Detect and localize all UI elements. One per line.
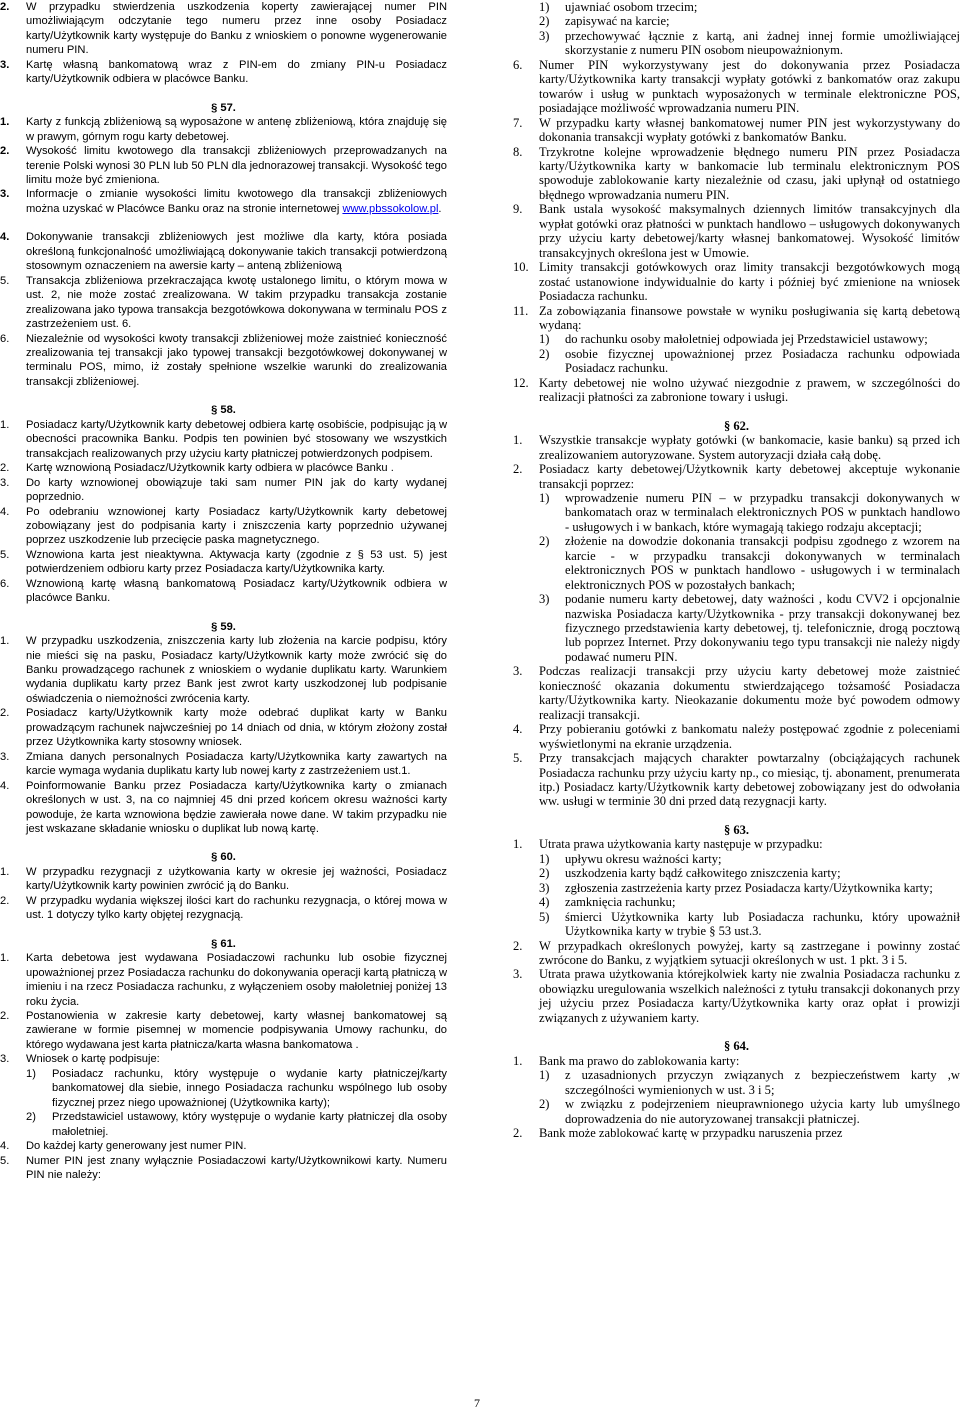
section-heading: § 63.	[723, 822, 750, 837]
item-number: 2.	[0, 145, 10, 158]
item-text-content: złożenie na dowodzie dokonania transakcji podpisu zgodnego z wzorem na karcie - w przypadku transakcji dokonywanych w terminalach elektronicznych POS w punktach handlowo - usługowych i w terminalach elektronicznych POS w pozostałych bankach;	[565, 534, 960, 592]
spacer	[513, 405, 960, 419]
item-text-content: uszkodzenia karty bądź całkowitego zniszczenia karty;	[565, 866, 841, 881]
numbered-item	[0, 865, 447, 894]
website-link[interactable]: www.pbssokolow.pl	[342, 202, 439, 215]
numbered-item	[0, 779, 447, 837]
item-text-content: wprowadzenie numeru PIN – w przypadku transakcji dokonywanych w bankomatach oraz w terminalach elektronicznych POS w punktach handlowo - usługowych i w bankach, które wymagają takiego rodzaju akceptacji;	[565, 490, 960, 534]
item-number: 4)	[539, 895, 550, 910]
numbered-item	[513, 837, 960, 851]
item-text-content: W przypadku rezygnacji z użytkowania karty w okresie jej ważności, Posiadacz karty/Użytkownik karty powinien zwrócić ją do Banku.	[26, 865, 447, 893]
item-text	[26, 894, 447, 923]
item-number: 4.	[513, 722, 523, 737]
item-text-content: Limity transakcji gotówkowych oraz limity transakcji bezgotówkowych mogą zostać ustanowione indywidualnie do karty i później być zmienione na wniosek Posiadacza rachunku.	[539, 260, 960, 304]
item-number: 6.	[513, 57, 523, 72]
item-text	[539, 1126, 960, 1140]
item-number: 3.	[0, 188, 10, 201]
item-text	[565, 592, 960, 664]
section-heading: § 60.	[211, 851, 236, 864]
item-text-content: Transakcja zbliżeniowa przekraczająca kwotę ustalonego limitu, o którym mowa w ust. 2, nie może zostać zrealizowana. W takim przypadku transakcja zostanie zrealizowana jako typowa transakcja bezgotówkowa dokonywana w terminalu POS z zastrzeżeniem ust. 6.	[26, 274, 447, 331]
numbered-item	[513, 1054, 960, 1068]
numbered-item	[0, 505, 447, 548]
item-number: 3)	[539, 880, 550, 895]
item-number: 4.	[0, 1140, 10, 1153]
item-text-content: Utrata prawa użytkowania którejkolwiek karty nie zwalnia Posiadacza rachunku z obowiązku uregulowania wszelkich należności z tytułu transakcji dokonanych przy jej użyciu przez Posiadacza karty/Użytkownika karty oraz opłat i prowizji związanych z używaniem karty.	[539, 967, 960, 1025]
item-text-content: ujawniać osobom trzecim;	[565, 0, 698, 14]
item-number: 12.	[513, 375, 529, 390]
item-number: 1.	[513, 837, 523, 852]
item-text-content: zapisywać na karcie;	[565, 14, 670, 29]
item-text	[539, 664, 960, 722]
sub-item	[539, 910, 960, 939]
item-number: 9.	[513, 202, 523, 217]
spacer	[513, 809, 960, 823]
numbered-item	[0, 461, 447, 475]
numbered-item	[0, 144, 447, 187]
numbered-item	[0, 230, 447, 273]
item-text	[539, 967, 960, 1025]
item-text-content: Za zobowiązania finansowe powstałe w wyniku posługiwania się kartą debetową wydaną:	[539, 303, 960, 332]
item-text-content: Podczas realizacji transakcji przy użyciu karty debetowej może zaistnieć konieczność okazania dokumentu stwierdzającego tożsamość Posiadacza karty/Użytkownika karty. Nieokazanie dokumentu może być powodem odmowy realizacji transakcji.	[539, 664, 960, 722]
item-number: 3)	[539, 28, 550, 43]
section-heading: § 64.	[723, 1039, 750, 1054]
sub-item	[539, 29, 960, 58]
numbered-item	[0, 0, 447, 58]
item-text-content: zgłoszenia zastrzeżenia karty przez Posiadacza karty/Użytkownika karty;	[565, 880, 933, 895]
item-number: 5.	[0, 1154, 10, 1167]
item-text	[26, 418, 447, 461]
left-column	[0, 0, 447, 1182]
item-text-content: Numer PIN wykorzystywany jest do dokonywania przez Posiadacza karty/Użytkownika karty transakcji wypłaty gotówki z bankomatów oraz zakupu towarów i usług w punktach wyposażonych w terminale elektroniczne POS, posiadające możliwość wprowadzania numeru PIN.	[539, 57, 960, 116]
spacer	[0, 216, 447, 230]
item-number: 6.	[0, 577, 10, 590]
item-text	[565, 881, 960, 895]
section-heading: § 62.	[723, 418, 750, 433]
numbered-item	[513, 202, 960, 260]
item-text	[539, 939, 960, 968]
item-number: 2)	[539, 1097, 550, 1112]
item-text	[26, 750, 447, 779]
numbered-item	[0, 115, 447, 144]
item-number: 8.	[513, 144, 523, 159]
item-text	[26, 951, 447, 1009]
item-text	[26, 1052, 447, 1066]
item-text-content: Do karty wznowionej obowiązuje taki sam numer PIN jak do karty wydanej poprzednio.	[26, 476, 447, 504]
item-text-content: Posiadacz karty/Użytkownik karty debetowej odbiera kartę osobiście, podpisując ją w obecności pracownika Banku. Podpis ten powinien być stosowany we wszystkich transakcjach realizowanych przy użyciu karty płatniczej potwierdzonych podpisem.	[26, 418, 447, 460]
item-number: 2)	[539, 14, 550, 29]
spacer	[0, 923, 447, 937]
item-number: 2)	[539, 346, 550, 361]
item-text-content: Bank ustala wysokość maksymalnych dziennych limitów transakcyjnych dla wypłat gotówki oraz płatności w punktach handlowo – usługowych dokonywanych przy użyciu karty debetowej/karty własnej bankomatowej. Wysokość limitów transakcyjnych określona jest w Umowie.	[539, 202, 960, 260]
item-text	[26, 187, 447, 216]
item-number: 3)	[539, 592, 550, 607]
numbered-item	[0, 1009, 447, 1052]
item-number: 2)	[539, 866, 550, 881]
item-number: 3.	[0, 750, 10, 763]
item-number: 1)	[539, 1068, 550, 1083]
item-text-content: Niezależnie od wysokości kwoty transakcji zbliżeniowej może zaistnieć konieczność zrealizowania tej transakcji jako typowej transakcji bezgotówkowej dokonywanej w terminalu POS, mimo, iż zostały spełnione wszelkie warunki do zrealizowania transakcji zbliżeniowej.	[26, 332, 447, 388]
item-text	[539, 260, 960, 303]
item-text	[26, 115, 447, 144]
numbered-item	[513, 462, 960, 491]
link-suffix: .	[438, 202, 442, 215]
item-number: 5)	[539, 909, 550, 924]
item-number: 11.	[513, 303, 529, 318]
sub-item	[539, 881, 960, 895]
item-number: 6.	[0, 332, 10, 345]
item-text	[26, 230, 447, 273]
item-text-content: W przypadku uszkodzenia, zniszczenia karty lub złożenia na karcie podpisu, który nie mieści się na pasku, Posiadacz karty/Użytkownik karty może zwrócić się do Banku prowadzącego rachunek z wnioskiem o wydanie duplikatu karty. Warunkiem wydania duplikatu karty przez Bank jest zwrot karty uszkodzonej lub podpisanie oświadczenia o niemożności zwrócenia karty.	[26, 635, 447, 705]
item-number: 1.	[0, 116, 10, 129]
numbered-item	[0, 1052, 447, 1066]
sub-item	[26, 1110, 447, 1139]
item-text-content: do rachunku osoby małoletniej odpowiada jej Przedstawiciel ustawowy;	[565, 332, 928, 347]
numbered-item	[513, 376, 960, 405]
item-number: 2.	[513, 462, 523, 477]
item-number: 10.	[513, 260, 529, 275]
item-number: 2)	[539, 534, 550, 549]
item-number: 1.	[0, 865, 10, 878]
item-text	[52, 1110, 447, 1139]
item-number: 5.	[0, 548, 10, 561]
item-text	[539, 837, 960, 851]
item-text	[26, 144, 447, 187]
numbered-item	[0, 1154, 447, 1183]
numbered-item	[0, 634, 447, 706]
item-text	[565, 1097, 960, 1126]
item-text	[539, 462, 960, 491]
item-text	[26, 505, 447, 548]
item-number: 1.	[513, 433, 523, 448]
item-text-content: W przypadku stwierdzenia uszkodzenia koperty zawierającej numer PIN umożliwiającym odczytanie tego numeru przez inne osoby Posiadacz karty/Użytkownik karty występuje do Banku z wnioskiem o ponowne wygenerowanie numeru PIN.	[26, 1, 447, 57]
item-text-content: zamknięcia rachunku;	[565, 895, 676, 910]
item-number: 3.	[513, 967, 523, 982]
item-text-content: Wszystkie transakcje wypłaty gotówki (w bankomacie, kasie banku) są przed ich zrealizowaniem autoryzowane. System autoryzacji działa całą dobę.	[539, 433, 960, 462]
numbered-item	[513, 722, 960, 751]
item-text-content: śmierci Użytkownika karty lub Posiadacza rachunku, który upoważnił Użytkownika karty w trybie § 53 ust.3.	[565, 909, 960, 939]
numbered-item	[0, 706, 447, 749]
item-number: 1.	[0, 635, 10, 648]
sub-item	[539, 347, 960, 376]
sub-item	[539, 332, 960, 346]
item-text	[539, 1054, 960, 1068]
item-text	[565, 491, 960, 534]
item-number: 1)	[26, 1067, 36, 1080]
item-number: 5.	[513, 751, 523, 766]
item-text	[539, 58, 960, 116]
item-number: 7.	[513, 115, 523, 130]
item-text	[26, 548, 447, 577]
item-text	[539, 433, 960, 462]
section-heading: § 58.	[211, 404, 236, 417]
item-text-content: Do każdej karty generowany jest numer PIN.	[26, 1140, 247, 1153]
item-number: 2.	[0, 894, 10, 907]
right-column	[513, 0, 960, 1140]
item-text	[539, 304, 960, 333]
sub-item	[539, 0, 960, 14]
item-number: 4.	[0, 231, 10, 244]
item-number: 5.	[0, 274, 10, 287]
item-text-content: Dokonywanie transakcji zbliżeniowych jest możliwe dla karty, która posiada określoną funkcjonalność umożliwiającą dokonywanie takich transakcji potwierdzoną stosownym oznaczeniem na awersie karty – anteną zbliżeniową	[26, 231, 447, 273]
section-heading: § 57.	[211, 101, 236, 114]
item-text	[26, 274, 447, 332]
numbered-item	[0, 577, 447, 606]
item-text-content: Numer PIN jest znany wyłącznie Posiadaczowi karty/Użytkownikowi karty. Numeru PIN nie należy:	[26, 1154, 447, 1181]
item-text-content: Kartę własną bankomatową wraz z PIN-em do zmiany PIN-u Posiadacz karty/Użytkownik odbiera w placówce Banku.	[26, 58, 447, 86]
item-text-content: Posiadacz karty debetowej/Użytkownik karty debetowej akceptuje wykonanie transakcji poprzez:	[539, 462, 960, 491]
item-text	[26, 779, 447, 837]
item-number: 1)	[539, 490, 550, 505]
numbered-item	[0, 187, 447, 216]
numbered-item	[0, 274, 447, 332]
numbered-item	[513, 664, 960, 722]
item-text	[539, 116, 960, 145]
sub-item	[539, 592, 960, 664]
sub-item	[539, 852, 960, 866]
item-text-content: W przypadku wydania większej ilości kart do rachunku rezygnacja, o której mowa w ust. 1 dotyczy tylko karty objętej rezygnacją.	[26, 894, 447, 922]
sub-item	[539, 14, 960, 28]
numbered-item	[0, 548, 447, 577]
item-text-content: Zmiana danych personalnych Posiadacza karty/Użytkownika karty zawartych na karcie wymaga wydania duplikatu karty lub nowej karty z zastrzeżeniem ust.1.	[26, 750, 447, 778]
item-number: 1)	[539, 851, 550, 866]
item-text	[565, 534, 960, 592]
item-text	[26, 577, 447, 606]
item-text-content: Trzykrotne kolejne wprowadzenie błędnego numeru PIN przez Posiadacza karty/Użytkownika karty w bankomacie lub terminalu elektronicznym POS spowoduje zablokowanie karty niezależnie od czasu, jaki upłynął od ostatniego błędnego wprowadzania numeru PIN.	[539, 144, 960, 202]
numbered-item	[0, 951, 447, 1009]
item-text-content: przechowywać łącznie z kartą, ani żadnej innej formie umożliwiającej skorzystanie z numeru PIN osobom nieupoważnionym.	[565, 28, 960, 58]
item-number: 3.	[0, 476, 10, 489]
item-text-content: W przypadkach określonych powyżej, karty są zastrzegane i powinny zostać zwrócone do Banku, z wyjątkiem sytuacji określonych w ust. 1 pkt. 3 i 5.	[539, 938, 960, 967]
item-text	[565, 347, 960, 376]
item-text-content: Kartę wznowioną Posiadacz/Użytkownik karty odbiera w placówce Banku .	[26, 462, 394, 475]
numbered-item	[0, 58, 447, 87]
numbered-item	[0, 750, 447, 779]
page-number: 7	[474, 1396, 480, 1410]
item-text	[26, 332, 447, 390]
item-number: 2.	[0, 1010, 10, 1022]
numbered-item	[0, 332, 447, 390]
item-number: 2)	[26, 1111, 36, 1124]
numbered-item	[513, 304, 960, 333]
item-text-content: W przypadku karty własnej bankomatowej numer PIN jest wykorzystywany do dokonania transakcji wypłaty gotówki z bankomatów Banku.	[539, 115, 960, 145]
numbered-item	[0, 476, 447, 505]
item-text	[565, 332, 960, 346]
item-text-content: Bank może zablokować kartę w przypadku naruszenia przez	[539, 1125, 843, 1140]
item-text	[565, 895, 960, 909]
item-text	[565, 0, 960, 14]
item-text	[565, 866, 960, 880]
spacer	[0, 87, 447, 101]
numbered-item	[513, 260, 960, 303]
item-text	[565, 1068, 960, 1097]
item-text-content: osobie fizycznej upoważnionej przez Posiadacza rachunku odpowiada Posiadacz rachunku.	[565, 346, 960, 376]
item-text-content: Utrata prawa użytkowania karty następuje w przypadku:	[539, 837, 823, 852]
item-text-content: w związku z podejrzeniem nieuprawnionego użycia karty lub umyślnego doprowadzenia do nie autoryzowanej transakcji płatniczej.	[565, 1097, 960, 1126]
section-heading: § 59.	[211, 620, 236, 633]
item-text	[565, 29, 960, 58]
item-text	[52, 1067, 447, 1110]
spacer	[513, 1025, 960, 1039]
item-text-content: upływu okresu ważności karty;	[565, 851, 722, 866]
item-text	[26, 706, 447, 749]
item-text-content: z uzasadnionych przyczyn związanych z bezpieczeństwem karty ,w szczególności wymienionych w ust. 3 i 5;	[565, 1068, 960, 1097]
sub-item	[539, 491, 960, 534]
item-text-content: Przy transakcjach mających charakter powtarzalny (obciążających rachunek Posiadacza rachunku przy użyciu karty np., co miesiąc, tj. abonament, prenumerata itp.) Posiadacz karty/Użytkownik karty debetowej zobowiązany jest do odwołania ww. usługi w terminie 30 dni przed datą rezygnacji karty.	[539, 751, 960, 809]
item-text-content: Posiadacz rachunku, który występuje o wydanie karty płatniczej/karty bankomatowej dla siebie, innego Posiadacza rachunku wspólnego lub osoby fizycznej przez niego upoważnionej (Użytkownika karty);	[52, 1067, 447, 1109]
item-text-content: Przedstawiciel ustawowy, który występuje o wydanie karty płatniczej dla osoby małoletniej.	[52, 1111, 447, 1138]
item-text	[26, 461, 447, 475]
item-text-content: Karty debetowej nie wolno używać niezgodnie z prawem, w szczególności do realizacji płatności za zabronione towary i usługi.	[539, 375, 960, 405]
item-text	[26, 1154, 447, 1183]
item-text	[26, 0, 447, 58]
item-text-content: Przy pobieraniu gotówki z bankomatu należy postępować zgodnie z poleceniami wyświetlonymi na ekranie urządzenia.	[539, 722, 960, 751]
item-number: 2.	[0, 1, 10, 13]
item-text-content: Wniosek o kartę podpisuje:	[26, 1053, 160, 1066]
item-number: 1)	[539, 332, 550, 347]
item-text-content: Wysokość limitu kwotowego dla transakcji zbliżeniowych przeprowadzanych na terenie Polski wynosi 30 PLN lub 50 PLN dla jednorazowej transakcji. Wysokość tego limitu może być zmieniona.	[26, 145, 447, 186]
numbered-item	[513, 58, 960, 116]
item-text-content: Karta debetowa jest wydawana Posiadaczowi rachunku lub osobie fizycznej upoważnionej przez Posiadacza rachunku do dokonywania operacji kartą płatniczą w imieniu i na rzecz Posiadacza rachunku, z wyłączeniem osoby małoletniej poniżej 13 roku życia.	[26, 952, 447, 1008]
item-text	[565, 852, 960, 866]
sub-item	[539, 1068, 960, 1097]
item-text	[539, 145, 960, 203]
item-text-content: Wznowiona karta jest nieaktywna. Aktywacja karty (zgodnie z § 53 ust. 5) jest potwierdzeniem odbioru karty przez Posiadacza karty/Użytkownika karty.	[26, 548, 447, 576]
item-number: 1.	[0, 418, 10, 431]
item-text	[539, 751, 960, 809]
numbered-item	[0, 418, 447, 461]
item-text-content: Wznowioną kartę własną bankomatową Posiadacz karty/Użytkownik odbiera w placówce Banku.	[26, 577, 447, 605]
sub-item	[539, 866, 960, 880]
item-text	[26, 1009, 447, 1052]
item-number: 3.	[0, 58, 10, 71]
numbered-item	[513, 116, 960, 145]
item-text	[26, 634, 447, 706]
sub-item	[26, 1067, 447, 1110]
item-number: 2.	[0, 707, 10, 720]
item-text	[26, 476, 447, 505]
item-text-content: Informacje o zmianie wysokości limitu kwotowego dla transakcji zbliżeniowych można uzyskać w Placówce Banku oraz na stronie internetowej	[26, 188, 447, 215]
numbered-item	[513, 967, 960, 1025]
item-text	[26, 1139, 447, 1153]
spacer	[0, 606, 447, 620]
item-text	[565, 910, 960, 939]
section-heading: § 61.	[211, 937, 236, 950]
item-text	[539, 202, 960, 260]
numbered-item	[513, 145, 960, 203]
item-text-content: Posiadacz karty/Użytkownik karty może odebrać duplikat karty w Banku prowadzącym rachunek najwcześniej po 14 dniach od dnia, w którym złożony został przez Użytkownika karty stosowny wniosek.	[26, 707, 447, 749]
spacer	[0, 389, 447, 403]
item-text	[26, 865, 447, 894]
sub-item	[539, 1097, 960, 1126]
item-number: 1.	[513, 1053, 523, 1068]
item-number: 2.	[0, 462, 10, 475]
item-number: 4.	[0, 779, 10, 792]
item-text	[539, 376, 960, 405]
item-text-content: podanie numeru karty debetowej, daty ważności , kodu CVV2 i opcjonalnie nazwiska Posiadacza karty/Użytkownika - przy transakcji dokonywanej bez fizycznego przedstawienia karty debetowej, tj. telefonicznie, drogą pocztową lub poprzez Internet. Przy dokonywaniu tego typu transakcji nie należy nigdy podawać numeru PIN.	[565, 592, 960, 664]
item-text-content: Poinformowanie Banku przez Posiadacza karty/Użytkownika karty o zmianach określonych w ust. 3, na co najmniej 45 dni przed końcem okresu ważności karty powoduje, że karta wznowiona będzie zawierała nowe dane. W takim przypadku nie jest wskazane składanie wniosku o duplikat lub nową kartę.	[26, 779, 447, 836]
item-number: 3.	[513, 664, 523, 679]
item-number: 2.	[513, 1125, 523, 1140]
numbered-item	[0, 894, 447, 923]
item-text	[565, 14, 960, 28]
sub-item	[539, 895, 960, 909]
numbered-item	[513, 433, 960, 462]
item-number: 3.	[0, 1053, 10, 1066]
item-number: 4.	[0, 505, 10, 518]
spacer	[0, 836, 447, 850]
item-number: 1)	[539, 0, 550, 14]
numbered-item	[513, 939, 960, 968]
item-text-content: Po odebraniu wznowionej karty Posiadacz karty/Użytkownik karty debetowej zobowiązany jest do podpisania karty i zniszczenia karty poprzednio używanej poprzez uszkodzenie lub przecięcie paska magnetycznego.	[26, 505, 447, 547]
item-text-content: Bank ma prawo do zablokowania karty:	[539, 1053, 740, 1068]
item-number: 2.	[513, 938, 523, 953]
item-text-content: Karty z funkcją zbliżeniową są wyposażone w antenę zbliżeniową, która znajduję się w prawym, górnym rogu karty debetowej.	[26, 116, 447, 143]
item-text	[539, 722, 960, 751]
numbered-item	[0, 1139, 447, 1153]
numbered-item	[513, 751, 960, 809]
sub-item	[539, 534, 960, 592]
item-text	[26, 58, 447, 87]
item-text-content: Postanowienia w zakresie karty debetowej, karty własnej bankomatowej są zawierane w formie pisemnej w momencie podpisywania Umowy rachunku, do którego wydawana jest karta płatnicza/karta własna bankomatowa .	[26, 1010, 447, 1051]
item-number: 1.	[0, 952, 10, 965]
numbered-item	[513, 1126, 960, 1140]
